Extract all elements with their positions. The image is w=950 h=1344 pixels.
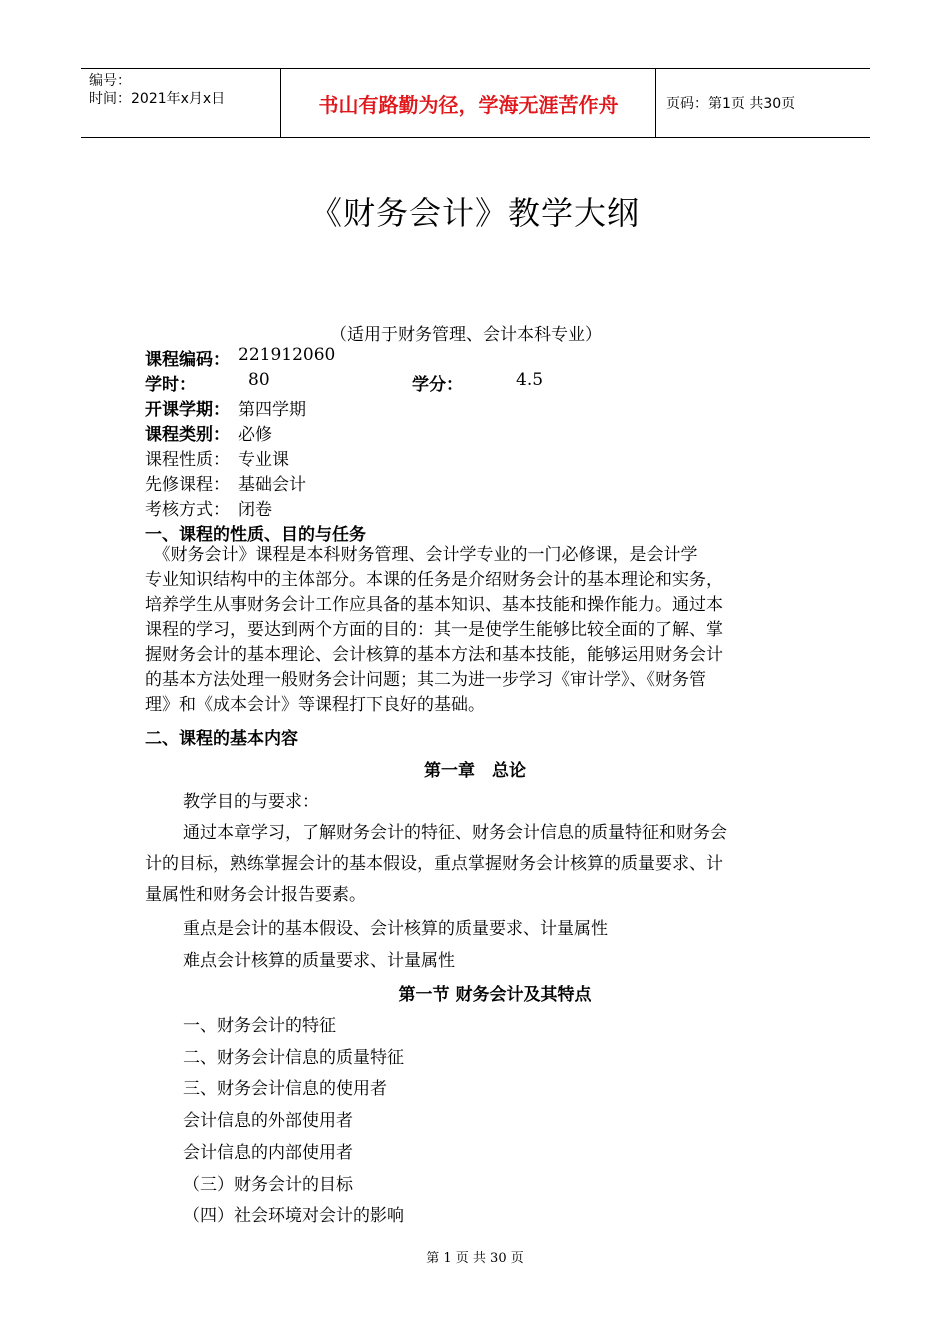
page-footer: 第 1 页 共 30 页 [426,1251,524,1266]
list-item: 二、财务会计信息的质量特征 [183,1048,404,1068]
hours-value: 80 [248,370,270,390]
credit-label: 学分： [412,375,463,395]
section-title: 第一节 财务会计及其特点 [398,985,592,1005]
header-motto: 书山有路勤为径，学海无涯苦作舟 [282,69,656,137]
chapter-title: 第一章 总论 [424,761,526,781]
paragraph-line: 培养学生从事财务会计工作应具备的基本知识、基本技能和操作能力。通过本 [145,595,723,615]
list-item: 会计信息的内部使用者 [183,1143,353,1163]
header-meta [81,69,281,137]
section-heading: 一、课程的性质、目的与任务 [145,525,366,545]
list-item: （三）财务会计的目标 [183,1175,353,1195]
course-description [145,543,805,718]
paragraph-line: 专业知识结构中的主体部分。本课的任务是介绍财务会计的基本理论和实务， [145,570,723,590]
paragraph-line: 理》和《成本会计》等课程打下良好的基础。 [145,695,485,715]
document-header [81,68,870,138]
paragraph-line: 通过本章学习，了解财务会计的特征、财务会计信息的质量特征和财务会 [183,823,727,843]
list-item: 会计信息的外部使用者 [183,1111,353,1131]
exam-value: 闭卷 [238,500,272,520]
list-item: 一、财务会计的特征 [183,1016,336,1036]
term-label: 开课学期： [145,400,230,420]
category-value: 必修 [238,425,272,445]
section-heading: 二、课程的基本内容 [145,729,298,749]
paragraph-line: 握财务会计的基本理论、会计核算的基本方法和基本技能，能够运用财务会计 [145,645,723,665]
header-page-info: 页码：第1页 共30页 [666,96,796,112]
list-item: 三、财务会计信息的使用者 [183,1079,387,1099]
credit-value: 4.5 [516,370,544,390]
term-value: 第四学期 [238,400,306,420]
nature-value: 专业课 [238,450,289,470]
paragraph-line: 《财务会计》课程是本科财务管理、会计学专业的一门必修课，是会计学 [145,545,698,565]
nature-label: 课程性质： [145,450,230,470]
goal-label: 教学目的与要求： [183,792,319,812]
hours-label: 学时： [145,375,196,395]
date-label: 时间：2021年x月x日 [89,91,226,107]
goal-text [145,818,805,911]
exam-label: 考核方式： [145,500,230,520]
document-title: 《财务会计》教学大纲 [309,194,640,232]
paragraph-line: 计的目标，熟练掌握会计的基本假设，重点掌握财务会计核算的质量要求、计 [145,854,723,874]
paragraph-line: 的基本方法处理一般财务会计问题；其二为进一步学习《审计学》、《财务管 [145,670,706,690]
difficult-points: 难点会计核算的质量要求、计量属性 [183,951,455,971]
code-label: 课程编码： [145,350,230,370]
paragraph-line: 量属性和财务会计报告要素。 [145,885,366,905]
category-label: 课程类别： [145,425,230,445]
code-value: 221912060 [238,345,336,365]
document-subtitle: （适用于财务管理、会计本科专业） [330,325,602,345]
list-item: （四）社会环境对会计的影响 [183,1206,404,1226]
prereq-label: 先修课程： [145,475,230,495]
paragraph-line: 课程的学习，要达到两个方面的目的：其一是使学生能够比较全面的了解、掌 [145,620,723,640]
number-label: 编号： [89,73,131,89]
key-points: 重点是会计的基本假设、会计核算的质量要求、计量属性 [183,919,608,939]
prereq-value: 基础会计 [238,475,306,495]
